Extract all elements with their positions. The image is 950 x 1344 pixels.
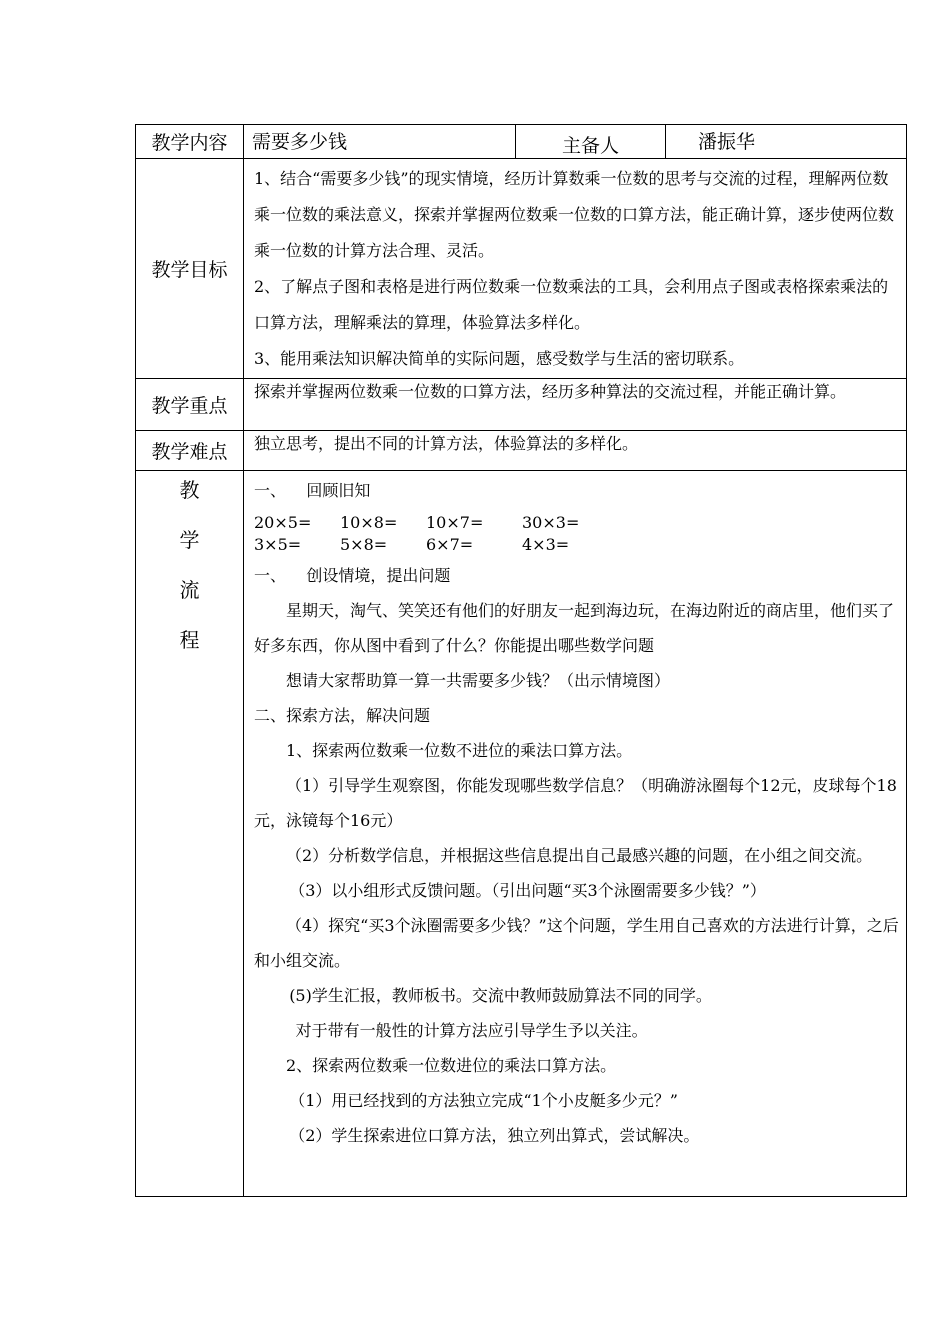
calc-item: 10×8= <box>340 513 398 532</box>
part1-step: （4）探究“买3个泳圈需要多少钱？”这个问题，学生用自己喜欢的方法进行计算，之后和小组交流。 <box>254 916 899 970</box>
part1-step: (5)学生汇报，教师板书。交流中教师鼓励算法不同的同学。 <box>289 986 712 1005</box>
process-content <box>244 471 907 1197</box>
preparer-value: 潘振华 <box>666 125 907 159</box>
difficulties-label: 教学难点 <box>136 431 244 471</box>
difficulties-row <box>136 431 907 471</box>
part1-title: 1、探索两位数乘一位数不进位的乘法口算方法。 <box>286 741 633 760</box>
calc-item: 6×7= <box>426 535 474 554</box>
part2-step: （2）学生探索进位口算方法，独立列出算式，尝试解决。 <box>289 1126 700 1145</box>
preparer-label: 主备人 <box>516 125 666 159</box>
scene-paragraph: 星期天，淘气、笑笑还有他们的好朋友一起到海边玩，在海边附近的商店里，他们买了好多东西，你从图中看到了什么？你能提出哪些数学问题 <box>254 601 895 655</box>
calc-item: 3×5= <box>254 535 302 554</box>
explore-heading: 二、探索方法，解决问题 <box>254 706 431 725</box>
calc-item: 4×3= <box>522 535 570 554</box>
review-calc-block <box>254 512 900 556</box>
calc-item: 30×3= <box>522 513 580 532</box>
calc-item: 20×5= <box>254 513 312 532</box>
objectives-row <box>136 159 907 379</box>
content-value: 需要多少钱 <box>244 125 516 159</box>
process-row <box>136 471 907 1197</box>
objective-item: 3、能用乘法知识解决简单的实际问题，感受数学与生活的密切联系。 <box>254 349 745 368</box>
part1-step: 对于带有一般性的计算方法应引导学生予以关注。 <box>295 1021 648 1040</box>
content-label: 教学内容 <box>136 125 244 159</box>
header-row <box>136 125 907 159</box>
difficulties-text: 独立思考，提出不同的计算方法，体验算法的多样化。 <box>244 431 907 471</box>
key-points-label: 教学重点 <box>136 379 244 431</box>
part1-step: （1）引导学生观察图，你能发现哪些数学信息？（明确游泳圈每个12元，皮球每个18元，泳镜每个16元） <box>254 776 897 830</box>
process-label-char: 教 <box>179 478 200 502</box>
part1-step: （2）分析数学信息，并根据这些信息提出自己最感兴趣的问题，在小组之间交流。 <box>286 846 873 865</box>
calc-item: 5×8= <box>340 535 388 554</box>
part1-step: （3）以小组形式反馈问题。（引出问题“买3个泳圈需要多少钱？”） <box>289 881 766 900</box>
calc-row <box>254 512 900 534</box>
calc-row <box>254 534 900 556</box>
objectives-content <box>244 159 907 379</box>
calc-item: 10×7= <box>426 513 484 532</box>
key-points-row <box>136 379 907 431</box>
scene-heading: 一、 创设情境，提出问题 <box>254 566 451 585</box>
process-label <box>136 471 244 1197</box>
part2-step: （1）用已经找到的方法独立完成“1个小皮艇多少元？” <box>289 1091 678 1110</box>
objective-item: 1、结合“需要多少钱”的现实情境，经历计算数乘一位数的思考与交流的过程，理解两位数乘一位数的乘法意义，探索并掌握两位数乘一位数的口算方法，能正确计算，逐步使两位数乘一位数的计算方法合理、灵活。 <box>254 169 895 260</box>
objective-item: 2、了解点子图和表格是进行两位数乘一位数乘法的工具，会利用点子图或表格探索乘法的口算方法，理解乘法的算理，体验算法多样化。 <box>254 277 889 332</box>
process-label-char: 学 <box>179 528 200 552</box>
objectives-label: 教学目标 <box>136 159 244 379</box>
lesson-plan-table <box>135 124 907 1197</box>
process-label-char: 流 <box>179 578 200 602</box>
review-heading: 一、 回顾旧知 <box>254 481 371 500</box>
key-points-text: 探索并掌握两位数乘一位数的口算方法，经历多种算法的交流过程，并能正确计算。 <box>244 379 907 431</box>
process-label-char: 程 <box>179 628 200 652</box>
part2-title: 2、探索两位数乘一位数进位的乘法口算方法。 <box>286 1056 617 1075</box>
scene-paragraph: 想请大家帮助算一算一共需要多少钱？（出示情境图） <box>286 671 671 690</box>
